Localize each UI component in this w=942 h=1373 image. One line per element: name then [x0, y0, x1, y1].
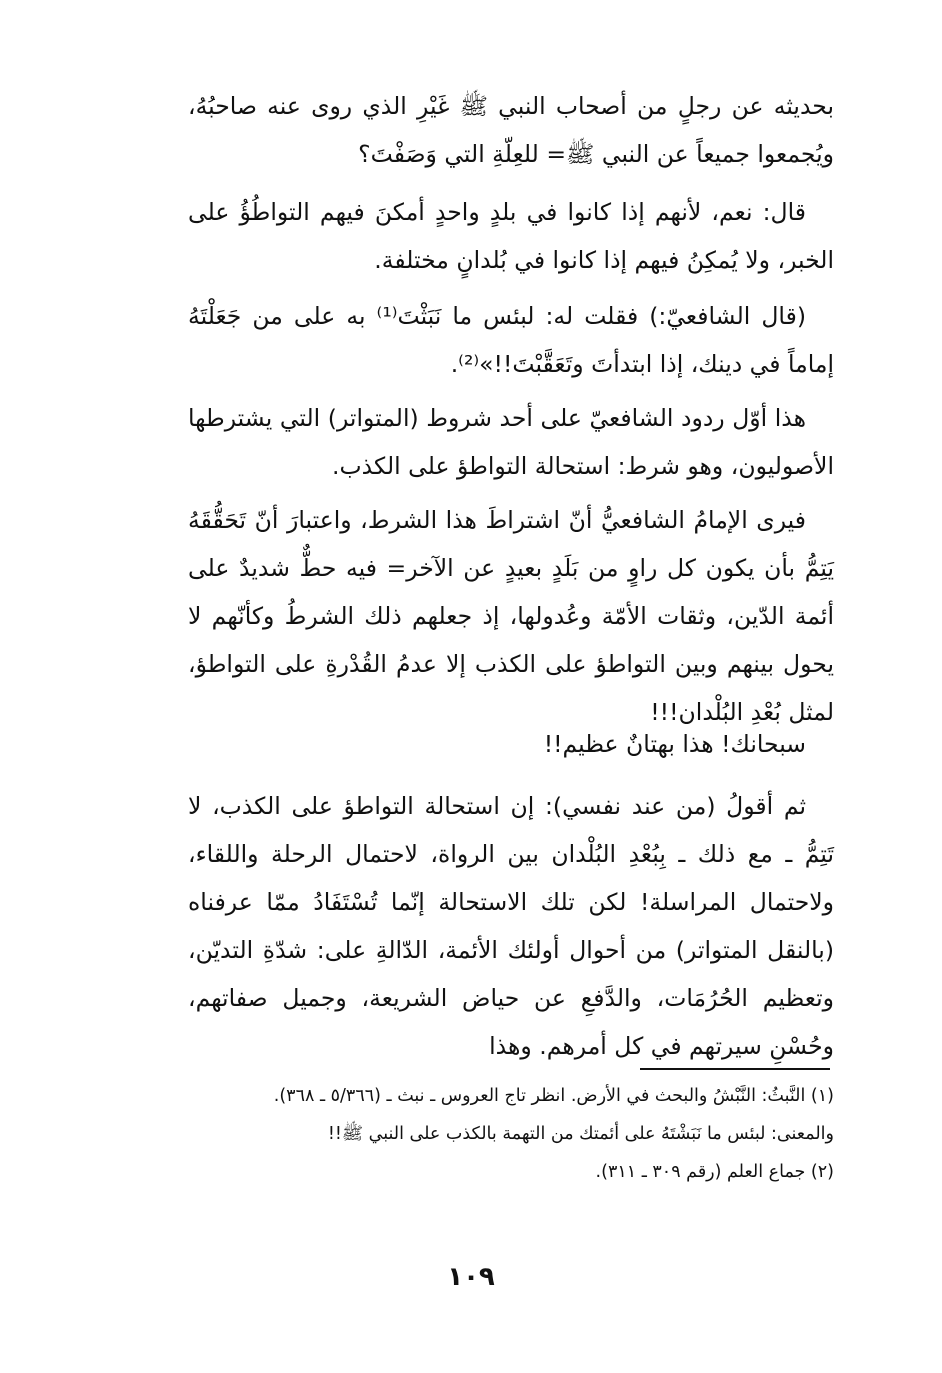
main-text: [188, 82, 834, 178]
main-text-7: [188, 782, 834, 1070]
paragraph-3: (قال الشافعيّ:) فقلت له: لبئس ما نَبَثْتَ⁽¹⁾ به على من جَعَلْتَهُ إماماً في دينك، إذا ابتدأتَ وتَعَقَّبْتَ!!»⁽²⁾.: [188, 302, 834, 378]
main-text-6: [188, 720, 834, 768]
paragraph-4: هذا أوّل ردود الشافعيّ على أحد شروط (المتواتر) التي يشترطها الأصوليون، وهو شرط: استحالة التواطؤ على الكذب.: [188, 404, 834, 480]
main-text-5: [188, 496, 834, 736]
paragraph-7: ثم أقولُ (من عند نفسي): إن استحالة التواطؤ على الكذب، لا تَتِمُّ ـ مع ذلك ـ بِبُعْدِ البُلْدان بين الرواة، لاحتمال الرحلة واللقاء، ولاحتمال المراسلة! لكن تلك الاستحالة إنّما تُسْتَفَادُ ممّا عرفناه (بالنقل المتواتر) من أحوال أولئك الأئمة، الدّالةِ على: شدّةِ التديّن، وتعظيم الحُرُمَات، والدَّفعِ عن حياض الشريعة، وجميل صفاتهم، وحُسْنِ سيرتهم في كل أمرهم. وهذا: [188, 792, 834, 1060]
paragraph-2: قال: نعم، لأنهم إذا كانوا في بلدٍ واحدٍ أمكنَ فيهم التواطُؤُ على الخبر، ولا يُمكِنُ فيهم إذا كانوا في بُلدانٍ مختلفة.: [188, 198, 834, 274]
paragraph-1: بحديثه عن رجلٍ من أصحاب النبي ﷺ غَيْرِ الذي روى عنه صاحبُهُ، ويُجمعوا جميعاً عن النبي ﷺ= للعِلّةِ التي وَصَفْتَ؟: [188, 92, 834, 168]
footnotes: [188, 1080, 834, 1188]
footnote-2: (٢) جماع العلم (رقم ٣٠٩ ـ ٣١١).: [595, 1162, 834, 1182]
main-text-3: [188, 292, 834, 388]
footnote-1-continuation: والمعنى: لبئس ما نَبَشْتَهُ على أئمتك من التهمة بالكذب على النبي ﷺ!!: [327, 1124, 834, 1144]
footnote-divider: [640, 1068, 830, 1070]
footnote-1: (١) النَّبثُ: النَّبْشُ والبحث في الأرض. انظر تاج العروس ـ نبث ـ (٥/٣٦٦ ـ ٣٦٨).: [273, 1086, 834, 1106]
page-number: ١٠٩: [447, 1262, 495, 1292]
paragraph-6: سبحانك! هذا بهتانٌ عظيم!!: [543, 730, 806, 758]
paragraph-5: فيرى الإمامُ الشافعيُّ أنّ اشتراطَ هذا الشرط، واعتبارَ أنّ تَحَقُّقَهُ يَتِمُّ بأن يكون كل راوٍ من بَلَدٍ بعيدٍ عن الآخر= فيه حطٌّ شديدٌ على أئمة الدّين، وثقات الأمّة وعُدولها، إذ جعلهم ذلك الشرطُ وكأنّهم لا يحول بينهم وبين التواطؤ على الكذب إلا عدمُ القُدْرةِ على التواطؤ، لمثل بُعْدِ البُلْدان!!!: [188, 506, 834, 726]
main-text-4: [188, 394, 834, 490]
main-text-2: [188, 188, 834, 284]
